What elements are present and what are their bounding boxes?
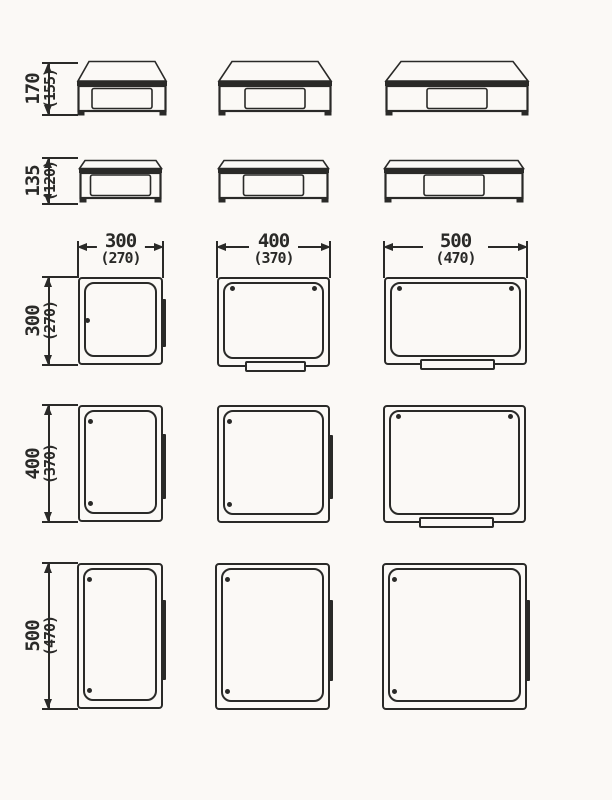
dimension-value: 170 (22, 73, 44, 105)
screw-dot (397, 286, 402, 291)
hinge-bar (161, 600, 166, 680)
lid-profile (219, 62, 331, 82)
dimension-value: 500 (439, 230, 472, 252)
dimension-value: 135 (22, 165, 44, 197)
lid-profile (78, 62, 166, 82)
screw-dot (392, 689, 397, 694)
side-view-h170-w400 (217, 60, 333, 121)
lock-dot (85, 318, 90, 323)
lid-profile (219, 161, 329, 169)
dim-width-400 (217, 230, 330, 280)
foot (325, 111, 332, 116)
front-view-500x500 (382, 563, 527, 710)
dimension-label (24, 434, 58, 494)
dimension-inner-value: (370) (253, 249, 294, 267)
door-outline (84, 410, 157, 514)
screw-dot (225, 689, 230, 694)
dim-width-300 (78, 230, 163, 280)
foot (322, 198, 329, 203)
body-profile (81, 173, 161, 198)
screw-dot (312, 286, 317, 291)
front-view-300x400 (78, 405, 163, 522)
foot (160, 111, 167, 116)
front-view-500x300 (384, 277, 527, 365)
screw-dot (225, 577, 230, 582)
hinge-bar (328, 435, 333, 500)
dimension-inner-value: (155) (41, 68, 59, 110)
front-view-300x300 (78, 277, 163, 365)
front-view-300x500 (77, 563, 163, 709)
dimension-inner-value: (270) (41, 300, 59, 342)
body-profile (220, 86, 331, 111)
door-outline (390, 282, 521, 357)
dimension-inner-value: (120) (41, 160, 59, 202)
side-view-drawing (217, 159, 330, 205)
body-profile (386, 173, 523, 198)
dim-height-170 (22, 63, 78, 115)
arrow-down-icon (44, 355, 52, 365)
bottom-tab (245, 361, 306, 372)
foot (78, 111, 85, 116)
side-view-drawing (384, 60, 530, 117)
side-view-h135-w400 (217, 159, 330, 209)
side-view-h170-w300 (76, 60, 168, 121)
dimension-label (24, 606, 58, 666)
front-view-500x400 (383, 405, 526, 523)
side-view-h135-w300 (78, 159, 163, 209)
hinge-bar (161, 299, 166, 347)
dimension-value: 300 (104, 230, 137, 252)
dimension-inner-value: (470) (41, 615, 59, 657)
door-outline (221, 568, 324, 702)
screw-dot (396, 414, 401, 419)
dimension-inner-value: (370) (41, 443, 59, 484)
arrow-left-icon (216, 243, 226, 251)
arrow-right-icon (518, 243, 528, 251)
front-view-400x500 (215, 563, 330, 710)
dimension-line (223, 246, 249, 248)
screw-dot (88, 501, 93, 506)
front-view-400x400 (217, 405, 330, 523)
dimension-label (431, 232, 479, 266)
arrow-right-icon (154, 243, 164, 251)
side-view-drawing (76, 60, 168, 117)
screw-dot (227, 419, 232, 424)
bottom-tab (420, 359, 496, 370)
body-profile (220, 173, 328, 198)
side-view-drawing (78, 159, 163, 205)
recess-profile (91, 175, 151, 196)
screw-dot (509, 286, 514, 291)
body-profile (387, 86, 528, 111)
hinge-bar (161, 434, 166, 498)
dimension-label (24, 291, 58, 351)
arrow-left-icon (77, 243, 87, 251)
bottom-tab (419, 517, 495, 528)
hinge-bar (328, 600, 333, 681)
dim-height-400 (22, 405, 78, 522)
foot (155, 198, 162, 203)
lid-profile (385, 161, 524, 169)
arrow-up-icon (44, 277, 52, 287)
recess-profile (92, 89, 152, 109)
foot (219, 198, 226, 203)
screw-dot (227, 502, 232, 507)
door-outline (389, 410, 520, 515)
dim-height-300 (22, 277, 78, 365)
side-view-h135-w500 (383, 159, 525, 209)
arrow-up-icon (44, 563, 52, 573)
dimension-value: 500 (22, 620, 44, 652)
screw-dot (230, 286, 235, 291)
door-outline (83, 568, 157, 701)
front-view-400x300 (217, 277, 330, 367)
arrow-down-icon (44, 512, 52, 522)
lid-profile (80, 161, 162, 169)
screw-dot (87, 688, 92, 693)
foot (219, 111, 226, 116)
dimension-value: 400 (22, 447, 44, 480)
foot (517, 198, 524, 203)
dimension-inner-value: (470) (435, 249, 476, 267)
dim-height-500 (22, 563, 78, 709)
recess-profile (424, 175, 484, 196)
foot (522, 111, 529, 116)
arrow-left-icon (383, 243, 393, 251)
dimension-label (249, 232, 297, 266)
lid-profile (386, 62, 528, 82)
arrow-right-icon (321, 243, 331, 251)
screw-dot (87, 577, 92, 582)
dimension-value: 400 (257, 230, 290, 252)
dimension-line (488, 246, 521, 248)
dimension-label (24, 151, 58, 211)
screw-dot (508, 414, 513, 419)
arrow-down-icon (44, 699, 52, 709)
dimension-line (390, 246, 423, 248)
recess-profile (245, 89, 305, 109)
door-outline (388, 568, 521, 702)
door-outline (84, 282, 157, 357)
door-outline (223, 282, 324, 359)
dimension-value: 300 (22, 305, 44, 337)
side-view-drawing (217, 60, 333, 117)
screw-dot (392, 577, 397, 582)
screw-dot (88, 419, 93, 424)
foot (80, 198, 87, 203)
dim-width-500 (384, 230, 527, 280)
arrow-up-icon (44, 405, 52, 415)
recess-profile (244, 175, 304, 196)
side-view-h170-w500 (384, 60, 530, 121)
door-outline (223, 410, 324, 515)
foot (386, 111, 393, 116)
dimension-label (24, 59, 58, 119)
dimension-inner-value: (270) (100, 249, 141, 267)
dimension-label (96, 232, 144, 266)
recess-profile (427, 89, 487, 109)
dim-height-135 (22, 158, 78, 204)
foot (385, 198, 392, 203)
side-view-drawing (383, 159, 525, 205)
hinge-bar (525, 600, 530, 681)
